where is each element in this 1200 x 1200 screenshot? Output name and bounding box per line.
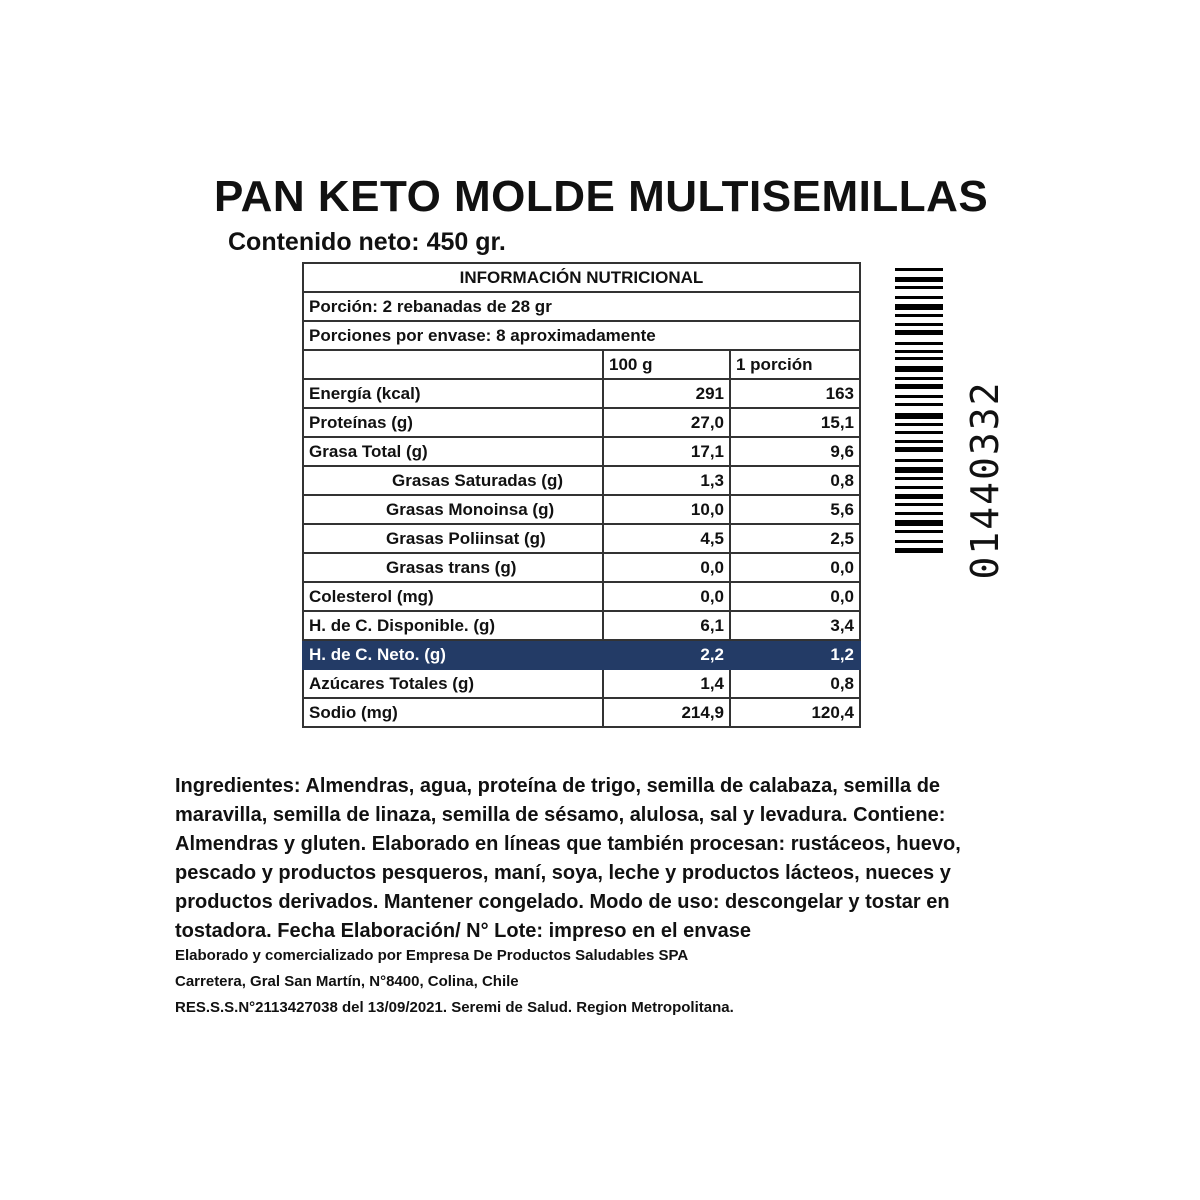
nutrition-heading: INFORMACIÓN NUTRICIONAL (303, 263, 860, 292)
nutrient-label: Grasa Total (g) (303, 437, 603, 466)
serving-size: Porción: 2 rebanadas de 28 gr (303, 292, 860, 321)
nutrient-per100: 2,2 (603, 640, 730, 669)
barcode-digits: 01440332 (963, 380, 1007, 580)
nutrient-row (303, 553, 860, 582)
nutrient-row (303, 524, 860, 553)
nutrient-row (303, 408, 860, 437)
barcode-bar (895, 384, 943, 389)
nutrient-label: H. de C. Disponible. (g) (303, 611, 603, 640)
barcode-bar (895, 366, 943, 372)
servings-per-pack-row (303, 321, 860, 350)
nutrient-label: Azúcares Totales (g) (303, 669, 603, 698)
barcode-bar (895, 330, 943, 335)
net-content: Contenido neto: 450 gr. (228, 228, 506, 256)
address-line: Carretera, Gral San Martín, N°8400, Colina, Chile (175, 973, 519, 990)
nutrient-label: Grasas trans (g) (303, 553, 603, 582)
nutrient-row (303, 582, 860, 611)
nutrient-per100: 27,0 (603, 408, 730, 437)
barcode-bar (895, 323, 943, 326)
nutrient-per100: 214,9 (603, 698, 730, 727)
col-100g-header: 100 g (603, 350, 730, 379)
nutrient-per100: 1,4 (603, 669, 730, 698)
barcode-bars (895, 268, 943, 553)
nutrient-row (303, 437, 860, 466)
serving-row (303, 292, 860, 321)
nutrient-label: Grasas Monoinsa (g) (303, 495, 603, 524)
nutrient-label: Proteínas (g) (303, 408, 603, 437)
nutrient-portion: 0,8 (730, 669, 860, 698)
nutrient-per100: 6,1 (603, 611, 730, 640)
nutrient-portion: 3,4 (730, 611, 860, 640)
barcode-bar (895, 520, 943, 526)
nutrient-row-highlighted (303, 640, 860, 669)
barcode-bar (895, 296, 943, 299)
nutrient-portion: 0,0 (730, 582, 860, 611)
barcode-bar (895, 548, 943, 553)
nutrient-row (303, 698, 860, 727)
barcode-bar (895, 486, 943, 489)
nutrient-portion: 1,2 (730, 640, 860, 669)
nutrient-row (303, 669, 860, 698)
barcode-bar (895, 350, 943, 353)
manufacturer-line: Elaborado y comercializado por Empresa De Productos Saludables SPA (175, 947, 689, 964)
nutrient-portion: 5,6 (730, 495, 860, 524)
nutrient-label: Sodio (mg) (303, 698, 603, 727)
nutrient-portion: 2,5 (730, 524, 860, 553)
barcode-bar (895, 530, 943, 533)
nutrient-per100: 4,5 (603, 524, 730, 553)
nutrient-per100: 10,0 (603, 495, 730, 524)
nutrient-row (303, 379, 860, 408)
ingredients-text: Ingredientes: Almendras, agua, proteína de trigo, semilla de calabaza, semilla de maravilla, semilla de linaza, semilla de sésamo, alulosa, sal y levadura. Contiene: Almendras y gluten. Elaborado en líneas que también procesan: rustáceos, huevo, pescado y productos pesqueros, maní, soya, leche y productos lácteos, nueces y productos derivados. Mantener congelado. Modo de uso: descongelar y tostar en tostadora. Fecha Elaboración/ N° Lote: impreso en el envase (175, 775, 961, 942)
nutrient-per100: 0,0 (603, 582, 730, 611)
barcode (895, 266, 943, 694)
empty-header-cell (303, 350, 603, 379)
column-header-row (303, 350, 860, 379)
nutrient-portion: 9,6 (730, 437, 860, 466)
nutrient-label: H. de C. Neto. (g) (303, 640, 603, 669)
nutrient-label: Grasas Saturadas (g) (303, 466, 603, 495)
nutrient-portion: 0,0 (730, 553, 860, 582)
barcode-bar (895, 395, 943, 398)
barcode-bar (895, 314, 943, 317)
nutrient-per100: 17,1 (603, 437, 730, 466)
barcode-bar (895, 440, 943, 443)
col-portion-header: 1 porción (730, 350, 860, 379)
manufacturer-info (175, 943, 1015, 1021)
barcode-bar (895, 512, 943, 515)
nutrient-portion: 15,1 (730, 408, 860, 437)
barcode-bar (895, 403, 943, 406)
nutrient-per100: 1,3 (603, 466, 730, 495)
barcode-bar (895, 494, 943, 499)
servings-per-pack: Porciones por envase: 8 aproximadamente (303, 321, 860, 350)
nutrient-portion: 120,4 (730, 698, 860, 727)
nutrient-per100: 291 (603, 379, 730, 408)
nutrient-row (303, 611, 860, 640)
barcode-bar (895, 540, 943, 543)
barcode-bar (895, 342, 943, 345)
barcode-bar (895, 477, 943, 480)
nutrient-portion: 163 (730, 379, 860, 408)
nutrient-row (303, 495, 860, 524)
nutrient-row (303, 466, 860, 495)
nutrient-label: Colesterol (mg) (303, 582, 603, 611)
nutrient-label: Energía (kcal) (303, 379, 603, 408)
barcode-bar (895, 357, 943, 360)
product-title: PAN KETO MOLDE MULTISEMILLAS (214, 172, 989, 221)
nutrition-table (302, 262, 861, 728)
barcode-bar (895, 268, 943, 271)
barcode-bar (895, 377, 943, 380)
nutrient-per100: 0,0 (603, 553, 730, 582)
nutrient-label: Grasas Poliinsat (g) (303, 524, 603, 553)
barcode-bar (895, 277, 943, 282)
barcode-bar (895, 431, 943, 434)
barcode-bar (895, 503, 943, 506)
barcode-bar (895, 286, 943, 289)
barcode-bar (895, 459, 943, 462)
nutrition-heading-row (303, 263, 860, 292)
barcode-bar (895, 413, 943, 419)
nutrient-portion: 0,8 (730, 466, 860, 495)
barcode-bar (895, 304, 943, 310)
barcode-bar (895, 423, 943, 426)
barcode-bar (895, 447, 943, 452)
resolution-line: RES.S.S.N°2113427038 del 13/09/2021. Seremi de Salud. Region Metropolitana. (175, 999, 734, 1016)
barcode-bar (895, 467, 943, 473)
